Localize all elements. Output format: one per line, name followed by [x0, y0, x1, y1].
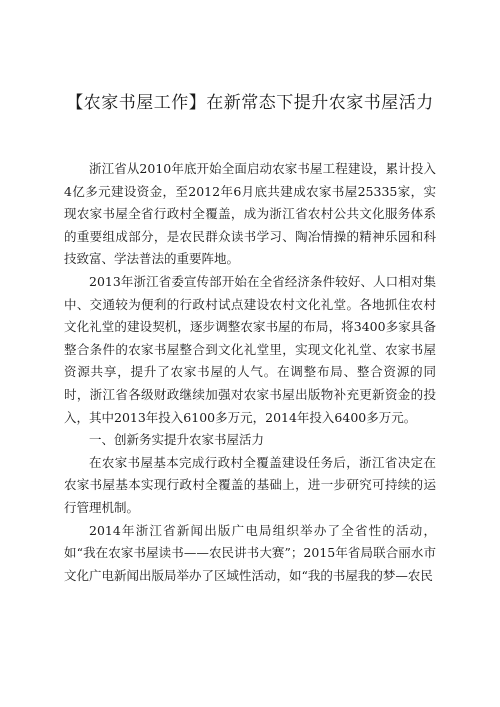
- paragraph-intro: 浙江省从2010年底开始全面启动农家书屋工程建设，累计投入4亿多元建设资金，至2012年6月底共建成农家书屋25335家，实现农家书屋全省行政村全覆盖，成为浙江省农村公共文化服务体系的重要组成部分，是农民群众读书学习、陶冶情操的精神乐园和科技致富、学法普法的重要阵地。: [64, 161, 436, 267]
- document-body: [64, 158, 436, 587]
- document-title: 【农家书屋工作】在新常态下提升农家书屋活力: [66, 93, 434, 113]
- section-heading: 一、创新务实提升农家书屋活力: [89, 432, 265, 448]
- paragraph-activities: 2014年浙江省新闻出版广电局组织举办了全省性的活动，如“我在农家书屋读书——农民讲书大赛”；2015年省局联合丽水市文化广电新闻出版局举办了区域性活动，如“我的书屋我的梦—农民: [64, 522, 436, 583]
- paragraph-cultural-hall: 2013年浙江省委宣传部开始在全省经济条件较好、人口相对集中、交通较为便利的行政村试点建设农村文化礼堂。各地抓住农村文化礼堂的建设契机，逐步调整农家书屋的布局，将3400多家具备整合条件的农家书屋整合到文化礼堂里，实现文化礼堂、农家书屋资源共享，提升了农家书屋的人气。在调整布局、整合资源的同时，浙江省各级财政继续加强对农家书屋出版物补充更新资金的投入，其中2013年投入6100多万元，2014年投入6400多万元。: [64, 273, 436, 425]
- paragraph-mechanism: 在农家书屋基本完成行政村全覆盖建设任务后，浙江省决定在农家书屋基本实现行政村全覆盖的基础上，进一步研究可持续的运行管理机制。: [64, 454, 436, 515]
